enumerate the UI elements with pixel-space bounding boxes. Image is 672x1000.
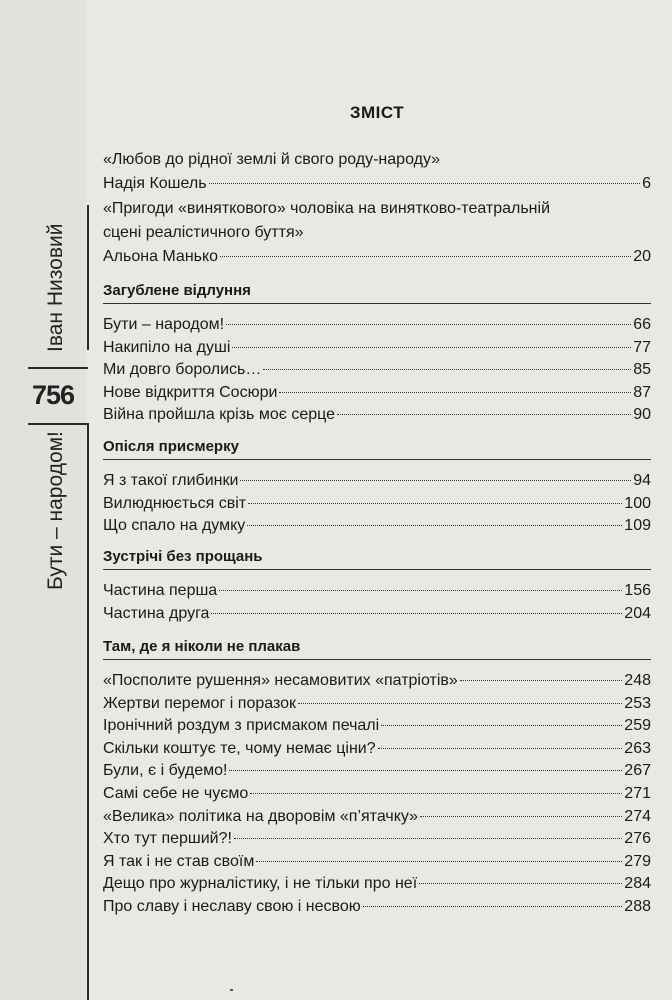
- toc-entry-title: Хто тут перший?!: [103, 830, 232, 848]
- dot-leader: [363, 906, 623, 907]
- dot-leader: [248, 503, 622, 504]
- toc-entry-title: Що спало на думку: [103, 517, 246, 535]
- toc-row[interactable]: [103, 359, 651, 382]
- toc-entry-page: 66: [633, 316, 651, 333]
- toc-row[interactable]: [103, 603, 651, 626]
- toc-entry-page: 263: [624, 739, 651, 757]
- spine-divider-bottom: [87, 423, 89, 1000]
- dot-leader: [279, 392, 631, 393]
- toc-entry-title: Надія Кошель: [103, 175, 207, 192]
- toc-entry-page: 276: [624, 830, 651, 848]
- toc-intro-entry[interactable]: [103, 148, 651, 196]
- toc-entry-title: Бути – народом!: [103, 316, 225, 333]
- print-speck: [230, 989, 233, 991]
- section-rule: [103, 459, 651, 460]
- toc-entry-title: Вилюднюється світ: [103, 494, 247, 512]
- section-rule: [103, 303, 651, 304]
- toc-section: [103, 637, 651, 919]
- toc-row[interactable]: [103, 314, 651, 337]
- toc-entry-page: 267: [624, 762, 651, 780]
- dot-leader: [298, 703, 622, 704]
- toc-title: ЗМІСТ: [349, 103, 405, 122]
- toc-section: [103, 547, 651, 625]
- dot-leader: [381, 725, 622, 726]
- toc-row[interactable]: [103, 828, 651, 851]
- section-rule: [103, 659, 651, 660]
- dot-leader: [419, 883, 622, 884]
- section-heading: Зустрічі без прощань: [103, 548, 263, 565]
- page-number: 756: [31, 380, 75, 410]
- toc-row[interactable]: [103, 693, 651, 716]
- toc-entry-page: 77: [633, 338, 651, 356]
- dot-leader: [256, 861, 622, 862]
- toc-entry-title: Накипіло на душі: [103, 338, 231, 356]
- dot-leader: [209, 183, 641, 184]
- toc-section: [103, 437, 651, 538]
- toc-row[interactable]: [103, 896, 651, 919]
- toc-row[interactable]: [103, 580, 651, 603]
- toc-entry-title: Я з такої глибинки: [103, 472, 239, 489]
- toc-row[interactable]: [103, 493, 651, 516]
- toc-entry-page: 100: [624, 494, 651, 512]
- dot-leader: [229, 770, 622, 771]
- toc-entry-title: Нове відкриття Сосюри: [103, 383, 278, 401]
- toc-entry-title: Були, є і будемо!: [103, 762, 228, 780]
- dot-leader: [420, 816, 622, 817]
- toc-entry-title: Я так і не став своїм: [103, 852, 255, 870]
- dot-leader: [337, 414, 631, 415]
- dot-leader: [460, 680, 622, 681]
- section-heading: Опісля присмерку: [103, 438, 239, 455]
- page-number-rule-top: [28, 367, 88, 369]
- toc-entry-page: 284: [624, 875, 651, 893]
- toc-entry-title: Про славу і неславу свою і несвою: [103, 897, 361, 915]
- toc-entry-page: 87: [633, 383, 651, 401]
- spine-book-title: Бути – народом!: [44, 431, 67, 590]
- dot-leader: [263, 369, 631, 370]
- toc-intro-heading: сцені реалістичного буття»: [103, 224, 304, 241]
- toc-row[interactable]: [103, 382, 651, 405]
- toc-entry-title: Частина друга: [103, 604, 210, 622]
- toc-row[interactable]: [103, 670, 651, 693]
- toc-entry-title: «Посполите рушення» несамовитих «патріотів»: [103, 672, 458, 689]
- toc-entry-page: 85: [633, 361, 651, 379]
- toc-entry-page: 156: [624, 582, 651, 599]
- book-spine-margin: [0, 0, 86, 1000]
- toc-entry-page: 288: [624, 897, 651, 915]
- toc-entry-title: Самі себе не чуємо: [103, 784, 249, 802]
- toc-entry-page: 20: [633, 248, 651, 265]
- toc-entry-title: Ми довго боролись…: [103, 361, 262, 379]
- dot-leader: [234, 838, 622, 839]
- toc-intro-entry[interactable]: [103, 197, 651, 269]
- toc-entry-title: Скільки коштує те, чому немає ціни?: [103, 739, 376, 757]
- toc-entry-title: Альона Манько: [103, 248, 219, 265]
- dot-leader: [250, 793, 622, 794]
- toc-row[interactable]: [103, 851, 651, 874]
- toc-entry-page: 253: [624, 694, 651, 712]
- toc-entry-page: 259: [624, 717, 651, 735]
- toc-entry-page: 248: [624, 672, 651, 689]
- dot-leader: [378, 748, 623, 749]
- dot-leader: [226, 324, 631, 325]
- toc-entry-page: 204: [624, 604, 651, 622]
- toc-entry-page: 6: [642, 175, 651, 192]
- toc-entry-title: «Велика» політика на дворовім «п’ятачку»: [103, 807, 418, 825]
- dot-leader: [219, 590, 622, 591]
- toc-section: [103, 281, 651, 427]
- toc-row[interactable]: [103, 404, 651, 427]
- section-heading: Там, де я ніколи не плакав: [103, 638, 301, 655]
- toc-entry-page: 274: [624, 807, 651, 825]
- dot-leader: [211, 613, 622, 614]
- toc-row[interactable]: [103, 738, 651, 761]
- section-heading: Загублене відлуння: [103, 282, 251, 299]
- dot-leader: [247, 525, 622, 526]
- toc-row[interactable]: [103, 515, 651, 538]
- spine-divider-top: [87, 205, 89, 350]
- toc-entry-page: 109: [624, 517, 651, 535]
- toc-entry-title: Жертви перемог і поразок: [103, 694, 297, 712]
- toc-entry-title: Іронічний роздум з присмаком печалі: [103, 717, 380, 735]
- page-number-rule-bottom: [28, 423, 88, 425]
- toc-entry-title: Дещо про журналістику, і не тільки про неї: [103, 875, 418, 893]
- section-rule: [103, 569, 651, 570]
- dot-leader: [232, 347, 631, 348]
- dot-leader: [220, 256, 631, 257]
- toc-entry-title: Війна пройшла крізь моє серце: [103, 406, 336, 424]
- toc-entry-page: 90: [633, 406, 651, 424]
- toc-row[interactable]: [103, 715, 651, 738]
- dot-leader: [240, 480, 631, 481]
- toc-row[interactable]: [103, 337, 651, 360]
- toc-row[interactable]: [103, 470, 651, 493]
- toc-entry-page: 94: [633, 472, 651, 489]
- toc-entry-page: 271: [624, 784, 651, 802]
- spine-author: Іван Низовий: [44, 223, 67, 352]
- toc-intro-heading: «Пригоди «виняткового» чоловіка на винятково-театральній: [103, 200, 551, 217]
- toc-row[interactable]: [103, 783, 651, 806]
- toc-entry-page: 279: [624, 852, 651, 870]
- toc-row[interactable]: [103, 760, 651, 783]
- toc-row[interactable]: [103, 806, 651, 829]
- toc-row[interactable]: [103, 873, 651, 896]
- toc-intro-heading: «Любов до рідної землі й свого роду-народу»: [103, 151, 441, 168]
- toc-entry-title: Частина перша: [103, 582, 218, 599]
